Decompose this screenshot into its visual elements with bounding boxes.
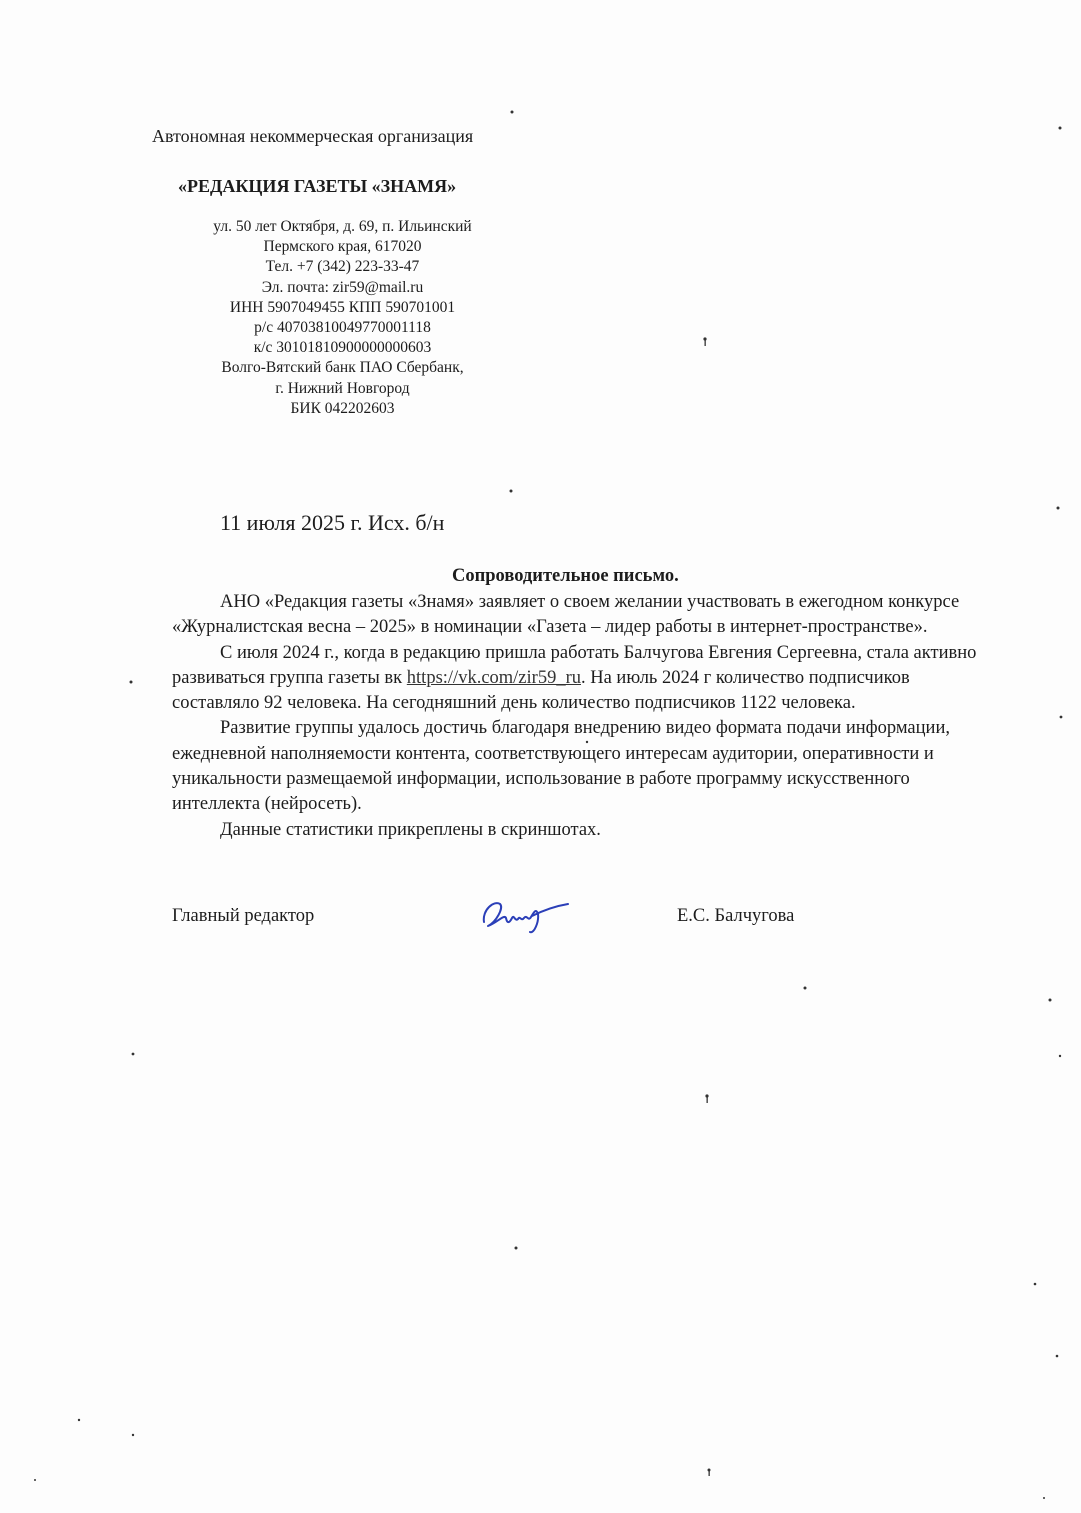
requisite-region: Пермского края, 617020 bbox=[263, 238, 422, 256]
paragraph-application: АНО «Редакция газеты «Знамя» заявляет о своем желании участвовать в ежегодном конкурсе «Журналистская весна – 2025» в номинации «Газета – лидер работы в интернет-пространстве». bbox=[172, 592, 960, 638]
org-type: Автономная некоммерческая организация bbox=[152, 126, 474, 146]
date-outgoing-number: 11 июля 2025 г. Исх. б/н bbox=[220, 510, 445, 535]
letter-title: Сопроводительное письмо. bbox=[452, 566, 679, 586]
vk-group-link[interactable]: https://vk.com/zir59_ru bbox=[406, 667, 581, 688]
paragraph-subscribers-end: . На июль 2024 г количество подписчиков составляло 92 человека. На сегодняшний день количество подписчиков 1122 человека. bbox=[172, 667, 910, 714]
paragraph-subscribers-start: С июля 2024 г., когда в редакцию пришла работать Балчугова Евгения Сергеевна, стала активно развиваться группа газеты вк bbox=[172, 642, 977, 688]
requisite-city: г. Нижний Новгород bbox=[275, 379, 410, 397]
requisite-corr-account: к/с 30101810900000000603 bbox=[253, 339, 432, 357]
requisite-account: р/с 40703810049770001118 bbox=[254, 319, 431, 337]
paragraph-statistics: Данные статистики прикреплены в скриншотах. bbox=[220, 819, 601, 840]
requisite-phone: Тел. +7 (342) 223-33-47 bbox=[265, 258, 420, 276]
paragraph-development: Развитие группы удалось достичь благодаря внедрению видео формата подачи информации, ежедневной наполняемости контента, соответствующего интересам аудитории, оперативности и уникальности размещаемой информации, использование в работе программу искусственного интеллекта (нейросеть). bbox=[172, 718, 950, 815]
requisite-bank: Волго-Вятский банк ПАО Сбербанк, bbox=[221, 359, 464, 377]
org-name: «РЕДАКЦИЯ ГАЗЕТЫ «ЗНАМЯ» bbox=[178, 176, 457, 196]
requisite-bik: БИК 042202603 bbox=[290, 399, 395, 417]
signatory-role: Главный редактор bbox=[172, 906, 315, 926]
requisite-address: ул. 50 лет Октября, д. 69, п. Ильинский bbox=[213, 218, 472, 235]
requisite-email: Эл. почта: zir59@mail.ru bbox=[261, 278, 424, 296]
requisite-inn-kpp: ИНН 5907049455 КПП 590701001 bbox=[229, 298, 456, 316]
signatory-name: Е.С. Балчугова bbox=[677, 906, 795, 926]
